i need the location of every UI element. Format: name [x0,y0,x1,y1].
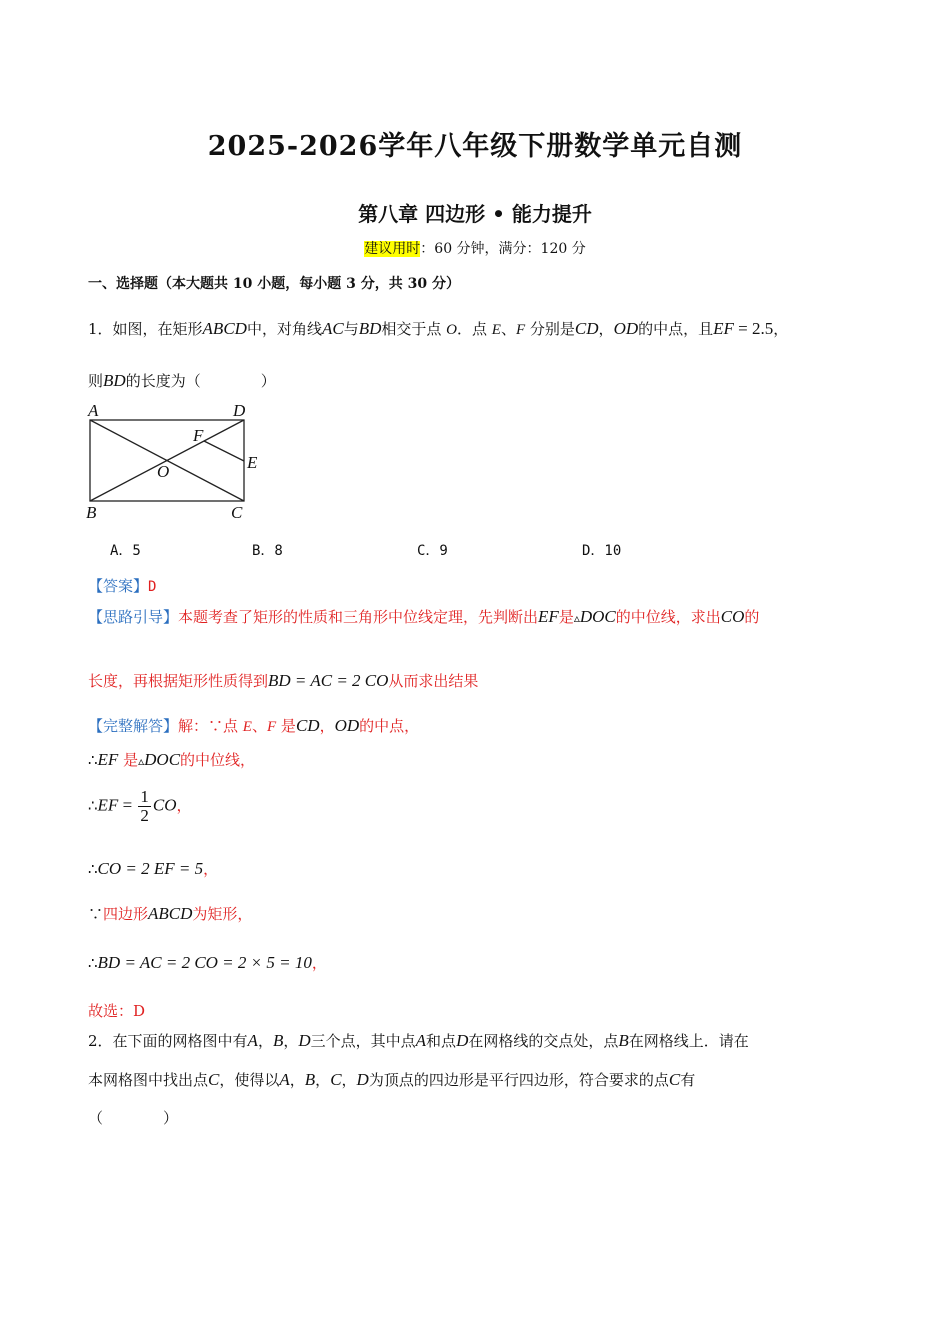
q1-option-a[interactable]: A．5 [110,543,141,559]
q2-stem-line2: 本网格图中找出点C，使得以A，B，C，D为顶点的四边形是平行四边形，符合要求的点C有 [88,1070,696,1089]
label-f: F [193,426,204,445]
segment-ef [204,441,244,461]
label-o: O [157,462,170,481]
label-a: A [88,401,99,420]
q1-solution-line6: ∴BD = AC = 2 CO = 2 × 5 = 10， [88,953,327,972]
q1-stem-line1: 1．如图，在矩形ABCD中，对角线AC与BD相交于点 O．点 E、F 分别是CD，OD的中点，且EF = 2.5， [88,319,789,338]
q1-stem-line2: 则BD的长度为（ ） [88,371,276,390]
q1-solution-line4: ∴CO = 2 EF = 5， [88,859,219,878]
q1-solution-line1: 【完整解答】解：∵点 E、F 是CD，OD的中点， [88,716,420,735]
time-label: 建议用时 [364,241,421,257]
section-heading: 一、选择题（本大题共 10 小题，每小题 3 分，共 30 分） [88,276,460,292]
label-b: B [86,503,97,522]
rectangle-figure [84,398,274,522]
fraction-one-half: $\frac{1}{2}$ [140,787,149,825]
q1-solution-line5: ∵四边形ABCD为矩形， [88,904,253,923]
q1-hint-line2: 长度，再根据矩形性质得到BD = AC = 2 CO从而求出结果 [88,671,479,690]
q1-solution-line3: ∴EF = $\frac{1}{2}$ CO， [88,787,192,825]
q1-option-b[interactable]: B．8 [252,543,283,559]
chapter-subtitle: 第八章 四边形 • 能力提升 [358,202,592,226]
q1-hint-line1: 【思路引导】本题考查了矩形的性质和三角形中位线定理，先判断出EF是▵DOC的中位线，求出CO的 [88,607,760,626]
label-d: D [233,401,246,420]
label-c: C [231,503,243,522]
q1-option-c[interactable]: C．9 [417,543,448,559]
q2-answer-blank: （ ） [88,1109,179,1127]
label-e: E [247,453,258,472]
q1-option-d[interactable]: D．10 [582,543,622,559]
time-rest: ：60 分钟，满分：120 分 [420,241,586,257]
q1-final-answer: 故选：D [88,1002,146,1020]
time-info [0,238,950,258]
page-title: 2025-2026学年八年级下册数学单元自测 [207,131,743,162]
q2-stem-line1: 2．在下面的网格图中有A，B，D三个点，其中点A和点D在网格线的交点处，点B在网格线上．请在 [88,1031,749,1050]
q1-answer: 【答案】D [88,577,157,595]
q1-solution-line2: ∴EF 是▵DOC的中位线， [88,750,256,769]
